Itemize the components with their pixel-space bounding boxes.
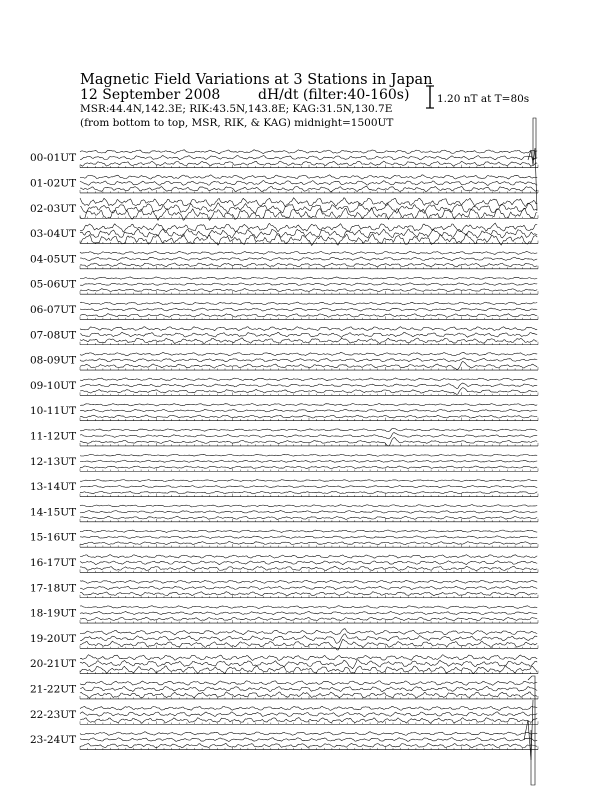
row-label: 04-05UT: [30, 253, 77, 266]
trace-MSR: [80, 327, 537, 331]
row-09-10UT: [30, 378, 538, 395]
trace-MSR: [80, 277, 537, 279]
minute-ticks: [80, 443, 538, 446]
row-06-07UT: [30, 302, 538, 319]
row-label: 17-18UT: [30, 582, 77, 595]
trace-MSR: [80, 681, 537, 686]
row-20-21UT: [30, 655, 538, 674]
row-16-17UT: [30, 555, 538, 573]
row-label: 14-15UT: [30, 506, 77, 519]
trace-MSR: [80, 629, 537, 635]
minute-ticks: [80, 266, 538, 269]
trace-RIK: [80, 511, 537, 514]
trace-MSR: [80, 251, 537, 254]
trace-MSR: [80, 454, 537, 456]
trace-KAG: [80, 592, 537, 596]
row-label: 18-19UT: [30, 607, 77, 620]
trace-RIK: [80, 433, 537, 439]
trace-KAG: [80, 743, 537, 747]
trace-MSR: [80, 378, 537, 381]
trace-KAG: [80, 516, 537, 519]
trace-RIK: [80, 536, 537, 539]
plot-date: 12 September 2008: [80, 87, 221, 103]
minute-ticks: [80, 595, 538, 598]
trace-KAG: [80, 617, 537, 621]
trace-KAG: [80, 361, 537, 369]
row-19-20UT: [30, 629, 538, 650]
minute-ticks: [80, 494, 538, 497]
trace-KAG: [80, 161, 537, 166]
row-01-02UT: [30, 175, 538, 193]
row-label: 19-20UT: [30, 632, 77, 645]
row-label: 13-14UT: [30, 481, 77, 494]
trace-RIK: [80, 738, 537, 742]
spike-top-trace: [528, 148, 537, 210]
trace-MSR: [80, 352, 537, 355]
trace-MSR: [80, 655, 537, 661]
row-23-24UT: [30, 732, 538, 750]
trace-MSR: [80, 732, 537, 736]
trace-KAG: [80, 314, 537, 318]
row-13-14UT: [30, 480, 538, 497]
trace-MSR: [80, 302, 537, 305]
row-label: 03-04UT: [30, 228, 77, 241]
row-18-19UT: [30, 606, 538, 623]
trace-RIK: [80, 332, 537, 337]
trace-KAG: [80, 388, 537, 395]
trace-KAG: [80, 542, 537, 545]
minute-ticks: [80, 316, 538, 319]
trace-RIK: [80, 383, 537, 389]
row-04-05UT: [30, 251, 538, 269]
row-02-03UT: [30, 198, 538, 221]
row-10-11UT: [30, 404, 538, 421]
trace-KAG: [80, 566, 537, 571]
minute-ticks: [80, 696, 538, 699]
row-07-08UT: [30, 327, 538, 345]
row-14-15UT: [30, 505, 538, 522]
row-label: 08-09UT: [30, 354, 77, 367]
minute-ticks: [80, 544, 538, 547]
trace-KAG: [80, 415, 537, 418]
row-label: 05-06UT: [30, 278, 77, 291]
row-label: 12-13UT: [30, 455, 77, 468]
trace-MSR: [80, 555, 537, 559]
row-label: 01-02UT: [30, 177, 77, 190]
row-05-06UT: [30, 277, 538, 294]
row-22-23UT: [30, 706, 538, 724]
row-label: 02-03UT: [30, 202, 77, 215]
trace-MSR: [80, 175, 537, 179]
trace-MSR: [80, 530, 537, 532]
trace-RIK: [80, 308, 537, 311]
minute-ticks: [80, 519, 538, 522]
station-coordinates: MSR:44.4N,142.3E; RIK:43.5N,143.8E; KAG:31.5N,130.7E: [80, 103, 393, 115]
row-label: 10-11UT: [30, 405, 77, 418]
trace-MSR: [80, 606, 537, 609]
trace-KAG: [80, 466, 537, 469]
plot-rows: [30, 118, 538, 785]
trace-RIK: [80, 485, 537, 487]
row-15-16UT: [30, 530, 538, 547]
trace-KAG: [80, 338, 537, 344]
trace-RIK: [80, 611, 537, 614]
trace-RIK: [80, 257, 537, 261]
row-21-22UT: [30, 681, 538, 699]
row-label: 07-08UT: [30, 329, 77, 342]
row-label: 20-21UT: [30, 658, 77, 671]
trace-RIK: [80, 561, 537, 565]
row-label: 21-22UT: [30, 683, 77, 696]
trace-RIK: [80, 634, 537, 644]
trace-MSR: [80, 428, 537, 431]
trace-RIK: [80, 283, 537, 286]
row-17-18UT: [30, 580, 538, 598]
row-label: 15-16UT: [30, 531, 77, 544]
row-label: 09-10UT: [30, 379, 77, 392]
row-03-04UT: [30, 223, 538, 245]
minute-ticks: [80, 468, 538, 471]
minute-ticks: [80, 671, 538, 674]
row-label: 11-12UT: [30, 430, 77, 443]
row-11-12UT: [30, 428, 538, 446]
row-00-01UT: [30, 150, 538, 168]
plot-quantity: dH/dt (filter:40-160s): [258, 87, 410, 103]
trace-RIK: [80, 712, 537, 717]
trace-MSR: [80, 480, 537, 482]
trace-MSR: [80, 580, 537, 583]
minute-ticks: [80, 418, 538, 421]
trace-MSR: [80, 223, 537, 232]
row-label: 00-01UT: [30, 152, 77, 165]
row-label: 16-17UT: [30, 556, 77, 569]
minute-ticks: [80, 241, 538, 244]
row-label: 06-07UT: [30, 303, 77, 316]
trace-MSR: [80, 505, 537, 507]
trace-RIK: [80, 586, 537, 589]
row-12-13UT: [30, 454, 538, 471]
trace-KAG: [80, 692, 537, 698]
minute-ticks: [80, 367, 538, 370]
scale-bar: [426, 86, 434, 108]
trace-MSR: [80, 150, 537, 154]
trace-RIK: [80, 358, 537, 362]
trace-KAG: [80, 718, 537, 724]
trace-KAG: [80, 289, 537, 292]
minute-ticks: [80, 165, 538, 168]
trace-KAG: [80, 491, 537, 494]
minute-ticks: [80, 392, 538, 395]
minute-ticks: [80, 215, 538, 218]
station-order-note: (from bottom to top, MSR, RIK, & KAG) midnight=1500UT: [80, 117, 394, 129]
trace-RIK: [80, 660, 537, 669]
trace-RIK: [80, 686, 537, 691]
scale-label: 1.20 nT at T=80s: [437, 93, 530, 105]
row-label: 22-23UT: [30, 708, 77, 721]
row-08-09UT: [30, 352, 538, 370]
minute-ticks: [80, 721, 538, 724]
trace-RIK: [80, 409, 537, 412]
minute-ticks: [80, 620, 538, 623]
trace-MSR: [80, 706, 537, 710]
trace-MSR: [80, 404, 537, 406]
trace-MSR: [80, 198, 537, 207]
row-label: 23-24UT: [30, 734, 77, 747]
plot-title: Magnetic Field Variations at 3 Stations in Japan: [80, 72, 433, 88]
trace-RIK: [80, 155, 537, 159]
trace-RIK: [80, 460, 537, 462]
trace-RIK: [80, 180, 537, 185]
trace-KAG: [80, 186, 537, 192]
trace-KAG: [80, 263, 537, 267]
